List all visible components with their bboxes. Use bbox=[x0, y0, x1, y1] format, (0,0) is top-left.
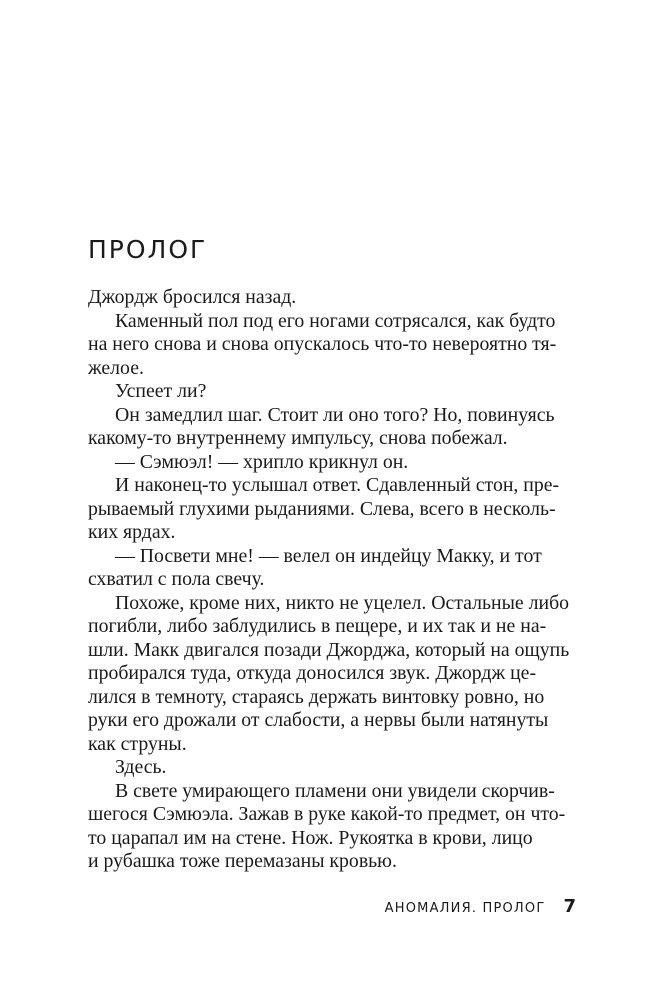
text-line: шли. Макк двигался позади Джорджа, который на ощупь bbox=[88, 638, 570, 661]
text-line: схватил с пола свечу. bbox=[88, 568, 265, 590]
text-line: то царапал им на стене. Нож. Рукоятка в крови, лицо bbox=[88, 826, 533, 849]
text-line: Здесь. bbox=[115, 756, 167, 778]
page-footer bbox=[385, 896, 576, 920]
chapter-title: ПРОЛОГ bbox=[88, 235, 208, 264]
running-head: АНОМАЛИЯ. ПРОЛОГ bbox=[384, 901, 546, 916]
text-line: В свете умирающего пламени они увидели скорчив- bbox=[115, 779, 555, 802]
text-line: ких ярдах. bbox=[88, 521, 176, 543]
text-line: и рубашка тоже перемазаны кровью. bbox=[88, 850, 397, 872]
text-line: рываемый глухими рыданиями. Слева, всего в несколь- bbox=[88, 497, 556, 520]
text-line: — Посвети мне! — велел он индейцу Макку, и тот bbox=[115, 544, 542, 567]
text-line: Он замедлил шаг. Стоит ли оно того? Но, повинуясь bbox=[115, 403, 555, 426]
text-line: — Сэмюэл! — хрипло крикнул он. bbox=[115, 450, 409, 473]
page-number: 7 bbox=[563, 896, 576, 917]
text-line: на него снова и снова опускалось что-то невероятно тя- bbox=[88, 333, 557, 355]
text-line: Успеет ли? bbox=[115, 380, 207, 402]
text-line: какому-то внутреннему импульсу, снова побежал. bbox=[88, 427, 508, 449]
text-line: погибли, либо заблудились в пещере, и их так и не на- bbox=[88, 615, 547, 637]
text-line: Похоже, кроме них, никто не уцелел. Остальные либо bbox=[115, 591, 570, 614]
text-line: пробирался туда, откуда доносился звук. Джордж це- bbox=[88, 662, 537, 684]
text-line: как струны. bbox=[88, 732, 187, 755]
body-text bbox=[88, 286, 596, 874]
text-line: И наконец-то услышал ответ. Сдавленный стон, пре- bbox=[115, 474, 560, 496]
text-line: руки его дрожали от слабости, а нервы были натянуты bbox=[88, 709, 549, 731]
text-line: Каменный пол под его ногами сотрясался, как будто bbox=[115, 309, 556, 332]
text-line: шегося Сэмюэла. Зажав в руке какой-то предмет, он что- bbox=[88, 803, 566, 825]
text-line: Джордж бросился назад. bbox=[88, 286, 297, 308]
text-line: желое. bbox=[88, 356, 144, 379]
text-line: лился в темноту, стараясь держать винтовку ровно, но bbox=[88, 685, 545, 708]
